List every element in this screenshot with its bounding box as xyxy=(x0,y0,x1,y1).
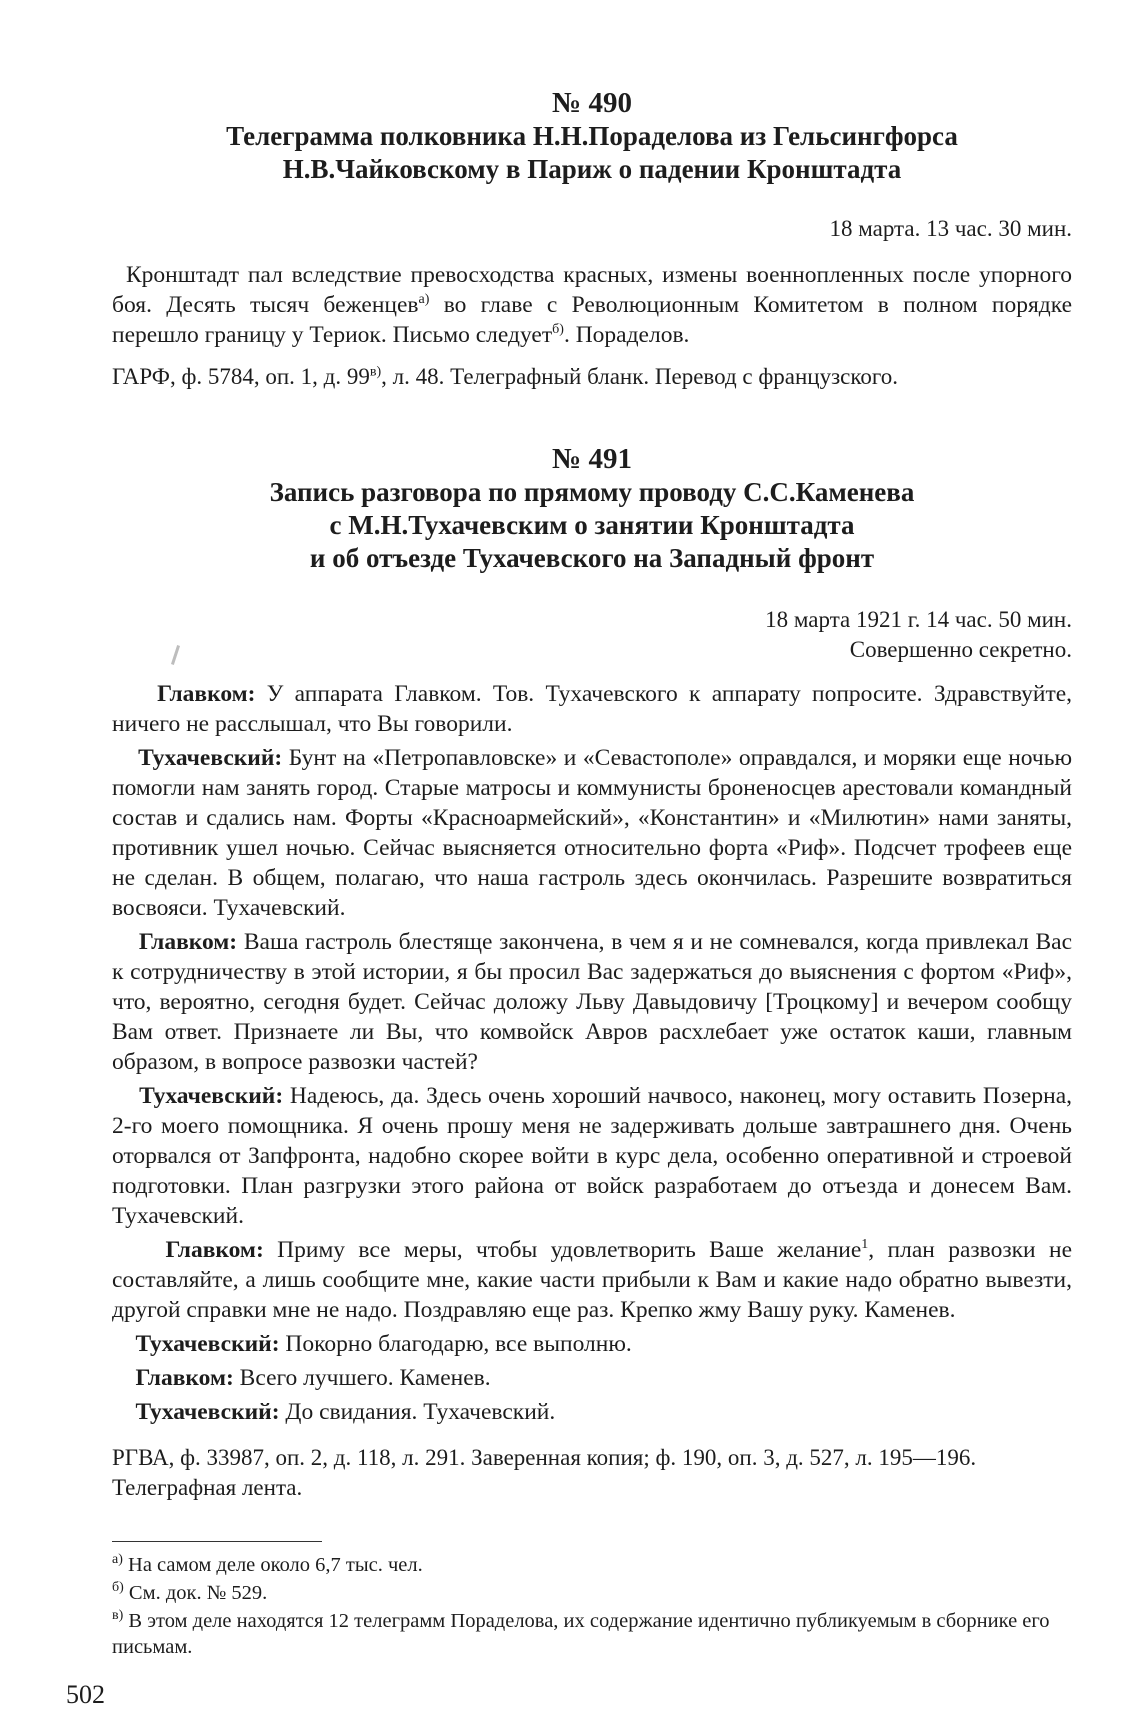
speaker-name: Тухачевский xyxy=(135,1331,272,1357)
footnotes xyxy=(112,1541,1072,1660)
dialogue-line: Тухачевский: Покорно благодарю, все выполню. xyxy=(135,1331,632,1357)
document-490 xyxy=(112,86,1072,392)
doc-490-date: 18 марта. 13 час. 30 мин. xyxy=(829,216,1072,241)
doc-490-number: № 490 xyxy=(552,87,632,119)
footnote-item xyxy=(112,1552,1072,1578)
dialogue-line: Тухачевский: Надеюсь, да. Здесь очень хороший начвосо, наконец, могу оставить Позерна, 2-го моего помощника. Я очень прошу меня не задерживать дольше завтрашнего дня. Очень оторвался от Запфронта, надобно скорее войти в курс дела, особенно оперативной и строевой подготовки. План разгрузки этого района от войск разработаем до отъезда и донесем Вам. Тухачевский. xyxy=(112,1083,1072,1229)
doc-491-title-line-2: с М.Н.Тухачевским о занятии Кронштадта xyxy=(329,510,855,540)
footnote-ref-a: а) xyxy=(418,292,430,308)
footnote-text: На самом деле около 6,7 тыс. чел. xyxy=(128,1554,423,1576)
dialogue-text: Бунт на «Петропавловске» и «Севастополе» оправдался, и моряки еще ночью помогли нам занять город. Старые матросы и коммунисты броненосцев арестовали командный состав и сдались нам. Форты «Красноармейский», «Константин» и «Милютин» нами заняты, противник ушел ночью. Сейчас выясняется относительно форта «Риф». Подсчет трофеев еще не сделан. В общем, полагаю, что наша гастроль здесь окончилась. Разрешите возвратиться восвояси. Тухачевский. xyxy=(112,745,1073,921)
speaker-name: Тухачевский xyxy=(135,1399,272,1425)
speaker-name: Тухачевский xyxy=(139,1083,276,1109)
page-content xyxy=(112,86,1072,1660)
dialogue-text: Ваша гастроль блестяще закончена, в чем я и не сомневался, когда привлекал Вас к сотрудничеству в этой истории, я бы просил Вас задержаться до выяснения с фортом «Риф», что, вероятно, сегодня будет. Сейчас доложу Льву Давыдовичу [Троцкому] и вечером сообщу Вам ответ. Признаете ли Вы, что комвойск Авров расхлебает уже остаток каши, главным образом, в вопросе развозки частей? xyxy=(112,929,1072,1075)
dialogue-line: Тухачевский: Бунт на «Петропавловске» и «Севастополе» оправдался, и моряки еще ночью помогли нам занять город. Старые матросы и коммунисты броненосцев арестовали командный состав и сдались нам. Форты «Красноармейский», «Константин» и «Милютин» нами заняты, противник ушел ночью. Сейчас выясняется относительно форта «Риф». Подсчет трофеев еще не сделан. В общем, полагаю, что наша гастроль здесь окончилась. Разрешите возвратиться восвояси. Тухачевский. xyxy=(112,745,1073,921)
footnote-mark: в) xyxy=(112,1608,124,1624)
doc-491-title-line-3: и об отъезде Тухачевского на Западный фронт xyxy=(309,543,875,573)
doc-490-body-part-1: Кронштадт пал вследствие превосходства красных, измены военнопленных после упорного боя. Десять тысяч беженцев xyxy=(112,262,1072,318)
doc-491-number: № 491 xyxy=(552,443,632,475)
footnote-divider xyxy=(112,1541,322,1542)
document-491 xyxy=(112,442,1072,1503)
doc-490-body-part-2: во главе с Революционным Комитетом в полном порядке перешло границу у Териок. Письмо следует xyxy=(112,292,1072,348)
speaker-name: Главком xyxy=(135,1365,226,1391)
speaker-name: Главком xyxy=(138,929,230,955)
dialogue-line: Тухачевский: До свидания. Тухачевский. xyxy=(135,1399,556,1425)
doc-490-archive-part-2: , л. 48. Телеграфный бланк. Перевод с французского. xyxy=(381,364,898,389)
dialogue-text: Всего лучшего. Каменев. xyxy=(239,1365,491,1391)
footnote-ref-1: 1 xyxy=(861,1237,869,1253)
footnote-ref-b: б) xyxy=(552,322,564,338)
doc-490-title-line-1: Телеграмма полковника Н.Н.Пораделова из Гельсингфорса xyxy=(226,121,958,151)
dialogue-line: Главком: Приму все меры, чтобы удовлетворить Ваше желание$^1$, план развозки не составляйте, а лишь сообщите мне, какие части прибыли к Вам и какие надо обратно вывезти, другой справки мне не надо. Поздравляю еще раз. Крепко жму Вашу руку. Каменев. xyxy=(112,1237,1072,1323)
footnote-item xyxy=(112,1580,1072,1606)
dialogue-text-part-1: Приму все меры, чтобы удовлетворить Ваше желание xyxy=(277,1237,862,1263)
doc-490-archive xyxy=(112,362,1072,392)
footnote-item xyxy=(112,1608,1072,1660)
speaker-name: Главком xyxy=(165,1237,256,1263)
dialogue-line: Главком: У аппарата Главком. Тов. Тухачевского к аппарату попросите. Здравствуйте, ничего не расслышал, что Вы говорили. xyxy=(112,681,1073,737)
speaker-name: Тухачевский xyxy=(138,745,275,771)
footnote-mark: а) xyxy=(112,1552,123,1568)
footnote-text: См. док. № 529. xyxy=(128,1582,268,1604)
doc-490-archive-part-1: ГАРФ, ф. 5784, оп. 1, д. 99 xyxy=(112,364,370,389)
dialogue-text: Покорно благодарю, все выполню. xyxy=(285,1331,632,1357)
dialogue-text-part-2: , план развозки не составляйте, а лишь сообщите мне, какие части прибыли к Вам и какие надо обратно вывезти, другой справки мне не надо. Поздравляю еще раз. Крепко жму Вашу руку. Каменев. xyxy=(112,1237,1072,1323)
doc-490-title-line-2: Н.В.Чайковскому в Париж о падении Кронштадта xyxy=(282,154,902,184)
dialogue-line: Главком: Всего лучшего. Каменев. xyxy=(135,1365,491,1391)
dialogue-line: Главком: Ваша гастроль блестяще закончена, в чем я и не сомневался, когда привлекал Вас к сотрудничеству в этой истории, я бы просил Вас задержаться до выяснения с фортом «Риф», что, вероятно, сегодня будет. Сейчас доложу Льву Давыдовичу [Троцкому] и вечером сообщу Вам ответ. Признаете ли Вы, что комвойск Авров расхлебает уже остаток каши, главным образом, в вопросе развозки частей? xyxy=(112,929,1072,1075)
doc-490-body xyxy=(112,260,1072,350)
speaker-name: Главком xyxy=(157,681,248,707)
doc-491-date: 18 марта 1921 г. 14 час. 50 мин. xyxy=(765,607,1072,632)
doc-491-title-line-1: Запись разговора по прямому проводу С.С.Каменева xyxy=(269,477,915,507)
footnote-text: В этом деле находятся 12 телеграмм Пораделова, их содержание идентично публикуемым в сборнике его письмам. xyxy=(112,1610,1050,1658)
doc-491-classification: Совершенно секретно. xyxy=(849,637,1072,662)
dialogue-text: До свидания. Тухачевский. xyxy=(285,1399,556,1425)
footnote-mark: б) xyxy=(112,1580,124,1596)
page-number: 502 xyxy=(66,1680,105,1709)
footnote-ref-v: в) xyxy=(369,364,382,380)
dialogue-text: Надеюсь, да. Здесь очень хороший начвосо, наконец, могу оставить Позерна, 2-го моего помощника. Я очень прошу меня не задерживать дольше завтрашнего дня. Очень оторвался от Запфронта, надобно скорее войти в курс дела, особенно оперативной и строевой подготовки. План разгрузки этого района от войск разработаем до отъезда и донесем Вам. Тухачевский. xyxy=(112,1083,1072,1229)
dialogue xyxy=(112,679,1072,1427)
doc-490-body-part-3: . Пораделов. xyxy=(563,322,690,348)
doc-491-archive: РГВА, ф. 33987, оп. 2, д. 118, л. 291. Заверенная копия; ф. 190, оп. 3, д. 527, л. 195—196. Телеграфная лента. xyxy=(112,1445,977,1500)
dialogue-text: У аппарата Главком. Тов. Тухачевского к аппарату попросите. Здравствуйте, ничего не расслышал, что Вы говорили. xyxy=(112,681,1073,737)
